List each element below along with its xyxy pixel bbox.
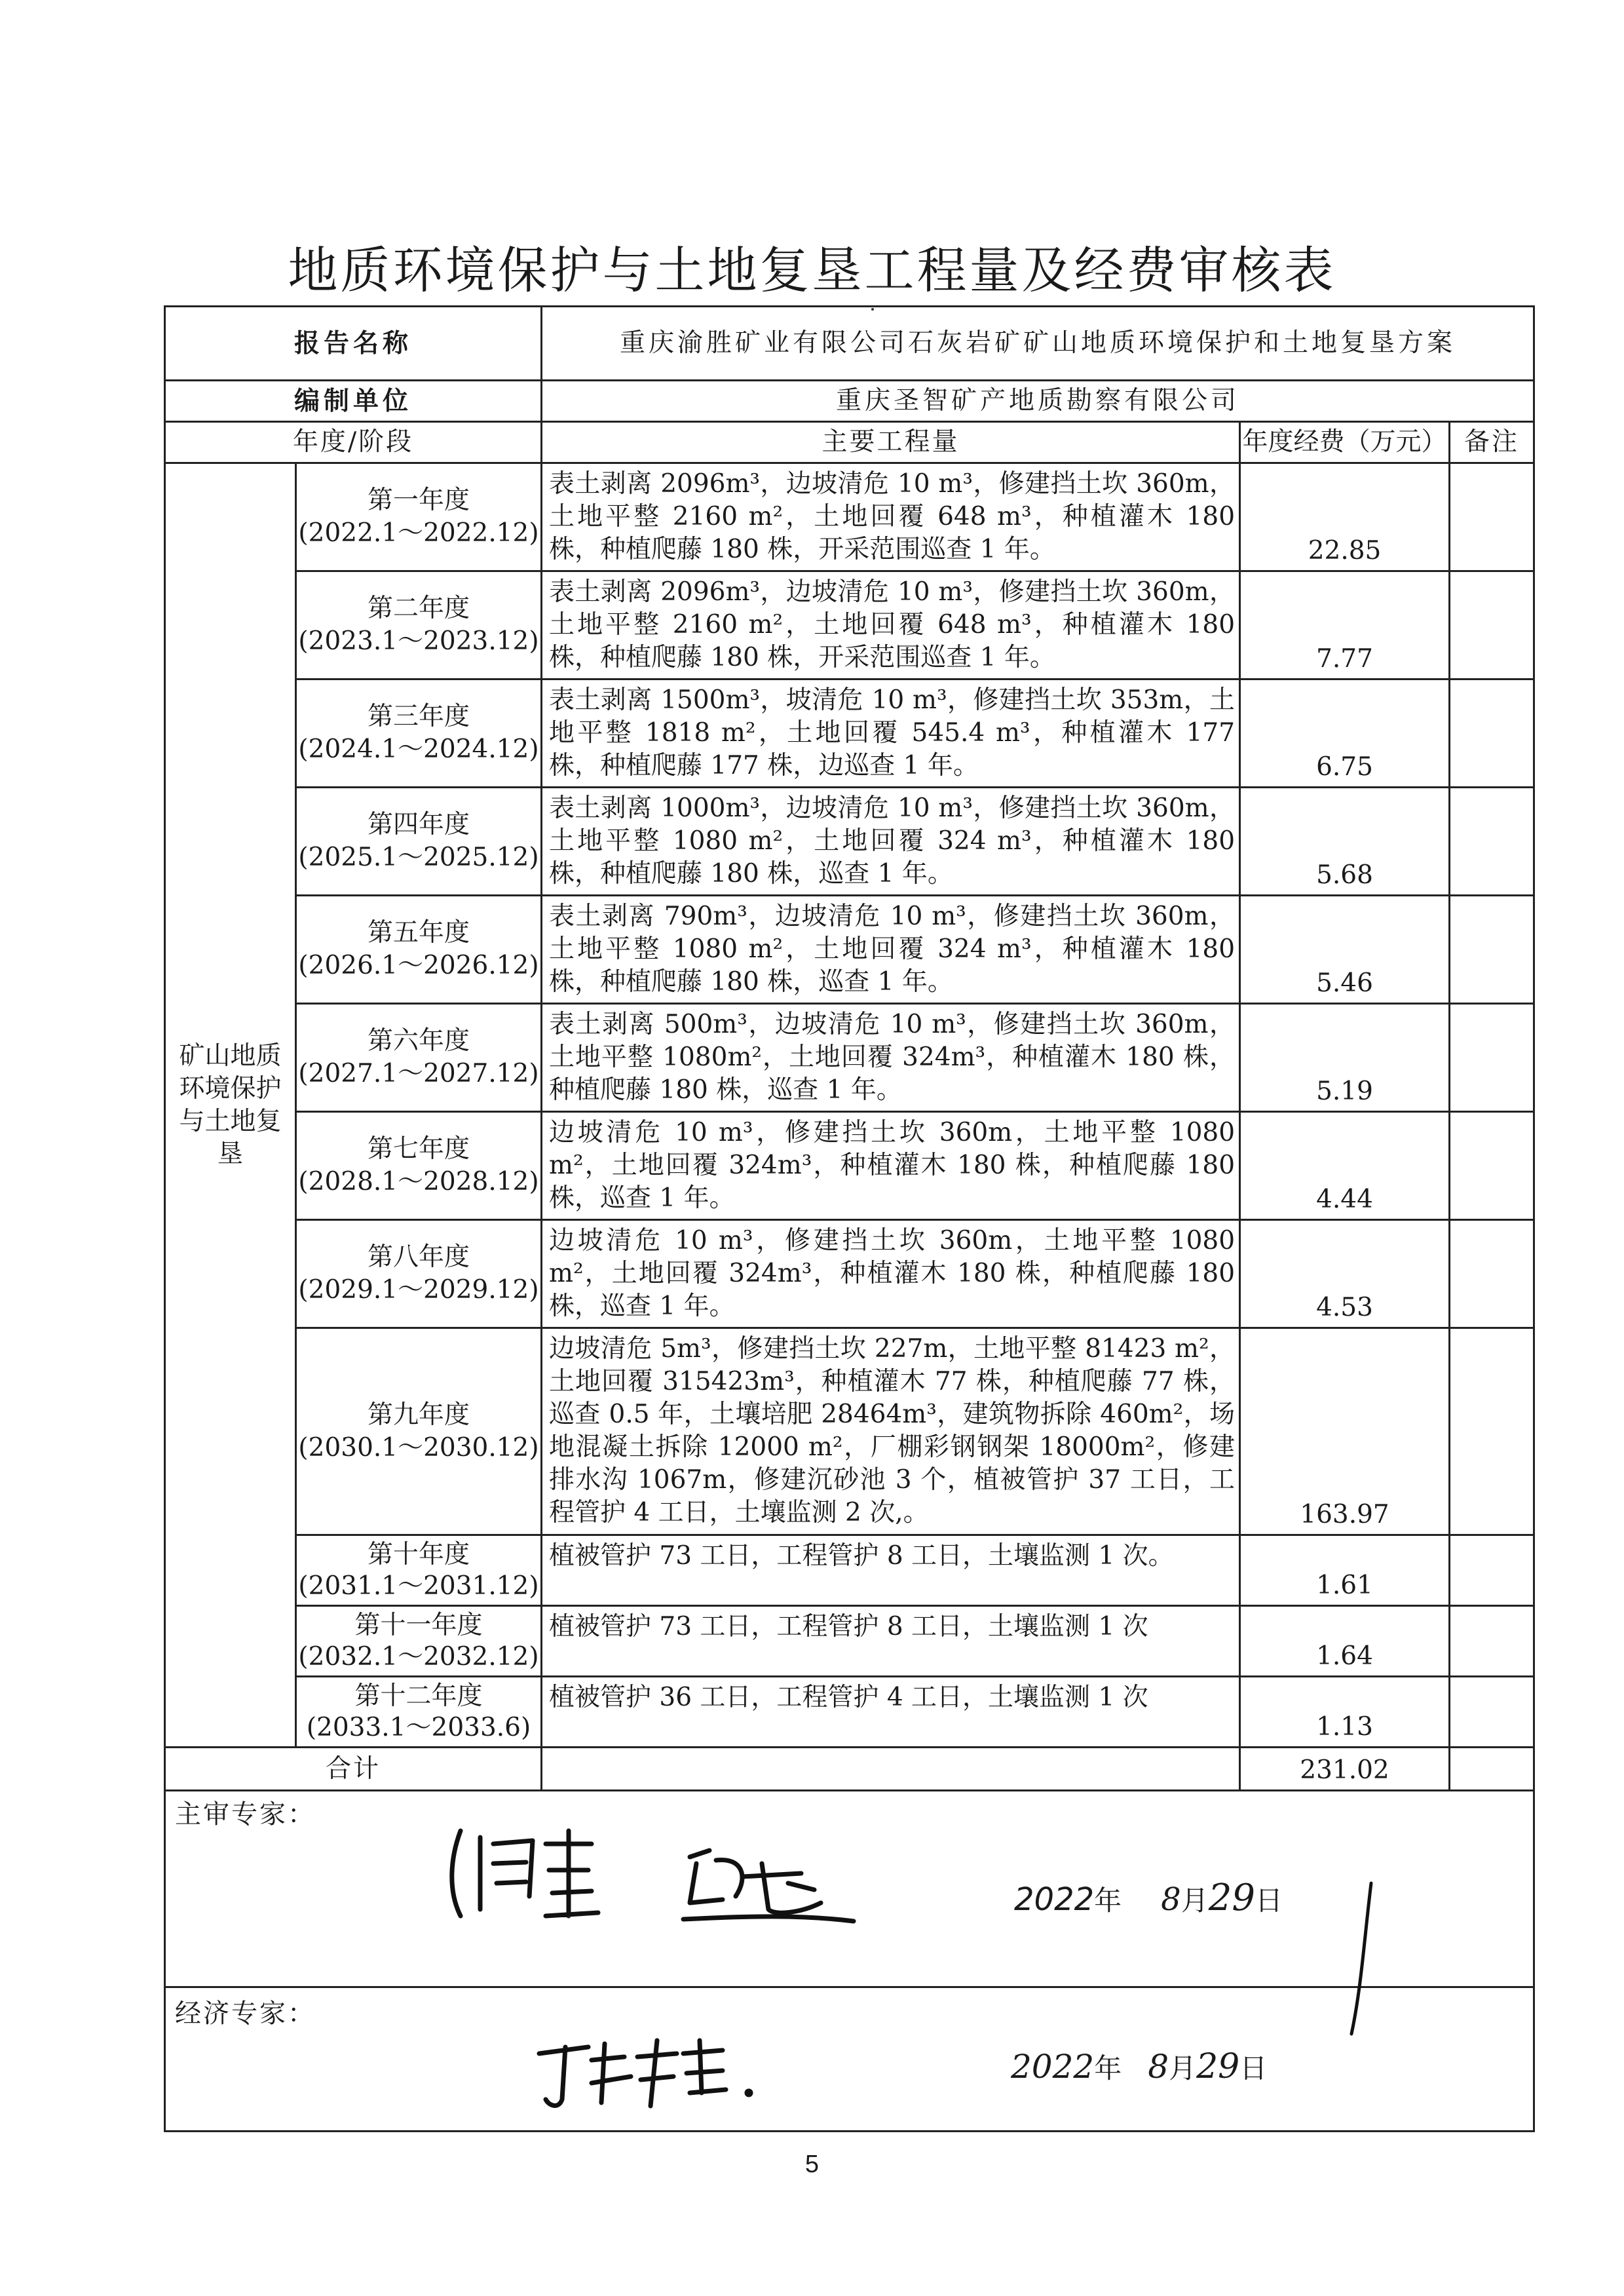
chief-expert-label: 主审专家： (175, 1799, 316, 1829)
year-name: 第十一年度 (354, 1610, 483, 1640)
cost-cell: 4.53 (1240, 1220, 1450, 1328)
year-cell (296, 1677, 542, 1748)
compiler-value: 重庆圣智矿产地质勘察有限公司 (542, 381, 1534, 422)
note-cell (1450, 1112, 1534, 1220)
year-name: 第一年度 (368, 486, 470, 515)
cost-cell: 163.97 (1240, 1328, 1450, 1535)
date-year-unit: 年 (1094, 1885, 1122, 1917)
note-cell (1450, 463, 1534, 571)
date-day: 29 (1208, 1877, 1255, 1919)
work-cell: 表土剥离 790m³，边坡清危 10 m³，修建挡土坎 360m，土地平整 1080 m²，土地回覆 324 m³，种植灌木 180 株，种植爬藤 180 株，巡查 1 年。 (542, 896, 1240, 1004)
year-period: (2022.1～2022.12) (298, 518, 539, 548)
year-name: 第四年度 (368, 810, 470, 839)
cost-cell: 1.13 (1240, 1677, 1450, 1748)
year-period: (2027.1～2027.12) (298, 1059, 539, 1088)
year-cell (296, 1535, 542, 1606)
work-cell: 表土剥离 500m³，边坡清危 10 m³，修建挡土坎 360m，土地平整 1080m²，土地回覆 324m³，种植灌木 180 株，种植爬藤 180 株，巡查 1 年。 (542, 1004, 1240, 1112)
year-period: (2028.1～2028.12) (298, 1167, 539, 1196)
work-cell: 表土剥离 2096m³，边坡清危 10 m³，修建挡土坎 360m，土地平整 2160 m²，土地回覆 648 m³，种植灌木 180 株，种植爬藤 180 株，开采范围巡查 1 年。 (542, 571, 1240, 679)
compiler-label: 编制单位 (165, 381, 542, 422)
date-month: 8 (1161, 1881, 1181, 1918)
cost-cell: 22.85 (1240, 463, 1450, 571)
year-name: 第八年度 (368, 1242, 470, 1272)
work-cell: 边坡清危 10 m³，修建挡土坎 360m，土地平整 1080 m²，土地回覆 324m³，种植灌木 180 株，种植爬藤 180 株，巡查 1 年。 (542, 1112, 1240, 1220)
cost-cell: 1.61 (1240, 1535, 1450, 1606)
note-cell (1450, 571, 1534, 679)
note-cell (1450, 1535, 1534, 1606)
col-work-header: 主要工程量 (542, 422, 1240, 463)
year-cell (296, 1606, 542, 1677)
year-row (165, 571, 1534, 679)
work-cell: 表土剥离 1500m³，坡清危 10 m³，修建挡土坎 353m，土地平整 1818 m²，土地回覆 545.4 m³，种植灌木 177 株，种植爬藤 177 株，边巡查 1 年。 (542, 679, 1240, 788)
chief-expert-cell (165, 1791, 1534, 1987)
cost-cell: 5.19 (1240, 1004, 1450, 1112)
year-name: 第六年度 (368, 1026, 470, 1056)
date-month: 8 (1148, 2048, 1169, 2086)
economic-expert-label: 经济专家： (175, 1999, 316, 2029)
note-cell (1450, 1328, 1534, 1535)
compiler-row (165, 381, 1534, 422)
note-cell (1450, 1606, 1534, 1677)
year-row (165, 1606, 1534, 1677)
economic-expert-date (1011, 2047, 1268, 2086)
page-number: 5 (804, 2151, 820, 2178)
cost-cell: 7.77 (1240, 571, 1450, 679)
total-work-empty (542, 1748, 1240, 1791)
year-name: 第七年度 (368, 1134, 470, 1164)
note-cell (1450, 1220, 1534, 1328)
cost-cell: 6.75 (1240, 679, 1450, 788)
year-period: (2023.1～2023.12) (298, 626, 539, 656)
year-period: (2032.1～2032.12) (298, 1641, 539, 1672)
column-header-row (165, 422, 1534, 463)
total-value: 231.02 (1240, 1748, 1450, 1791)
year-period: (2033.1～2033.6) (306, 1712, 531, 1742)
category-cell: 矿山地质环境保护与土地复垦 (165, 463, 296, 1748)
year-cell (296, 463, 542, 571)
year-name: 第三年度 (368, 702, 470, 731)
cost-cell: 5.46 (1240, 896, 1450, 1004)
work-cell: 植被管护 73 工日，工程管护 8 工日，土壤监测 1 次 (542, 1606, 1240, 1677)
year-period: (2031.1～2031.12) (298, 1571, 539, 1601)
report-name-value: 重庆渝胜矿业有限公司石灰岩矿矿山地质环境保护和土地复垦方案 (542, 307, 1534, 381)
work-cell: 植被管护 36 工日，工程管护 4 工日，土壤监测 1 次 (542, 1677, 1240, 1748)
work-cell: 表土剥离 1000m³，边坡清危 10 m³，修建挡土坎 360m，土地平整 1080 m²，土地回覆 324 m³，种植灌木 180 株，种植爬藤 180 株，巡查 1 年。 (542, 788, 1240, 896)
note-cell (1450, 1004, 1534, 1112)
note-cell (1450, 896, 1534, 1004)
page-title: 地质环境保护与土地复垦工程量及经费审核表 (288, 241, 1336, 299)
year-period: (2025.1～2025.12) (298, 843, 539, 872)
year-period: (2030.1～2030.12) (298, 1432, 539, 1463)
year-cell (296, 1112, 542, 1220)
cost-cell: 1.64 (1240, 1606, 1450, 1677)
year-row (165, 1535, 1534, 1606)
economic-expert-row (165, 1987, 1534, 2132)
note-cell (1450, 1677, 1534, 1748)
year-cell (296, 1328, 542, 1535)
chief-expert-row (165, 1791, 1534, 1987)
total-note (1450, 1748, 1534, 1791)
year-period: (2026.1～2026.12) (298, 951, 539, 980)
year-row (165, 1677, 1534, 1748)
year-name: 第十年度 (368, 1539, 470, 1569)
work-cell: 植被管护 73 工日，工程管护 8 工日，土壤监测 1 次。 (542, 1535, 1240, 1606)
note-cell (1450, 788, 1534, 896)
year-cell (296, 896, 542, 1004)
col-note-header: 备注 (1450, 422, 1534, 463)
work-cell: 表土剥离 2096m³，边坡清危 10 m³，修建挡土坎 360m，土地平整 2160 m²，土地回覆 648 m³，种植灌木 180 株，种植爬藤 180 株，开采范围巡查 1 年。 (542, 463, 1240, 571)
date-day-unit: 日 (1255, 1885, 1283, 1917)
chief-expert-date (1014, 1877, 1283, 1919)
report-name-row (165, 307, 1534, 381)
note-cell (1450, 679, 1534, 788)
cost-cell: 4.44 (1240, 1112, 1450, 1220)
col-stage-header: 年度/阶段 (165, 422, 542, 463)
economic-expert-signature (526, 2021, 893, 2119)
date-month-unit: 月 (1169, 2052, 1197, 2084)
date-day-unit: 日 (1239, 2052, 1268, 2084)
date-year: 2022 (1011, 2048, 1095, 2086)
total-row (165, 1748, 1534, 1791)
total-label: 合计 (165, 1748, 542, 1791)
year-row (165, 1004, 1534, 1112)
work-cell: 边坡清危 10 m³，修建挡土坎 360m，土地平整 1080 m²，土地回覆 324m³，种植灌木 180 株，种植爬藤 180 株，巡查 1 年。 (542, 1220, 1240, 1328)
year-cell (296, 788, 542, 896)
cost-cell: 5.68 (1240, 788, 1450, 896)
col-cost-header: 年度经费（万元） (1240, 422, 1450, 463)
chief-expert-signature (434, 1818, 998, 1942)
year-name: 第五年度 (368, 918, 470, 947)
year-name: 第九年度 (368, 1400, 470, 1430)
year-row (165, 788, 1534, 896)
year-period: (2029.1～2029.12) (298, 1275, 539, 1305)
date-year: 2022 (1014, 1881, 1095, 1918)
year-cell (296, 1220, 542, 1328)
year-cell (296, 679, 542, 788)
year-row (165, 1328, 1534, 1535)
year-name: 第二年度 (368, 594, 470, 623)
audit-table (164, 305, 1535, 2132)
year-cell (296, 571, 542, 679)
date-month-unit: 月 (1180, 1885, 1209, 1917)
year-cell (296, 1004, 542, 1112)
work-cell: 边坡清危 5m³，修建挡土坎 227m，土地平整 81423 m²，土地回覆 315423m³，种植灌木 77 株，种植爬藤 77 株，巡查 0.5 年，土壤培肥 28464m³，建筑物拆除 460m²，场地混凝土拆除 12000 m²，厂棚彩钢钢架 18000m²，修建排水沟 1067m，修建沉砂池 3 个，植被管护 37 工日，工程管护 4 工日，土壤监测 2 次,。 (542, 1328, 1240, 1535)
year-row (165, 463, 1534, 571)
report-name-label: 报告名称 (165, 307, 542, 381)
year-row (165, 1220, 1534, 1328)
year-row (165, 679, 1534, 788)
date-year-unit: 年 (1094, 2052, 1122, 2084)
year-row (165, 896, 1534, 1004)
economic-expert-cell (165, 1987, 1534, 2132)
year-name: 第十二年度 (354, 1681, 483, 1711)
year-period: (2024.1～2024.12) (298, 735, 539, 764)
date-day: 29 (1196, 2047, 1240, 2086)
year-row (165, 1112, 1534, 1220)
